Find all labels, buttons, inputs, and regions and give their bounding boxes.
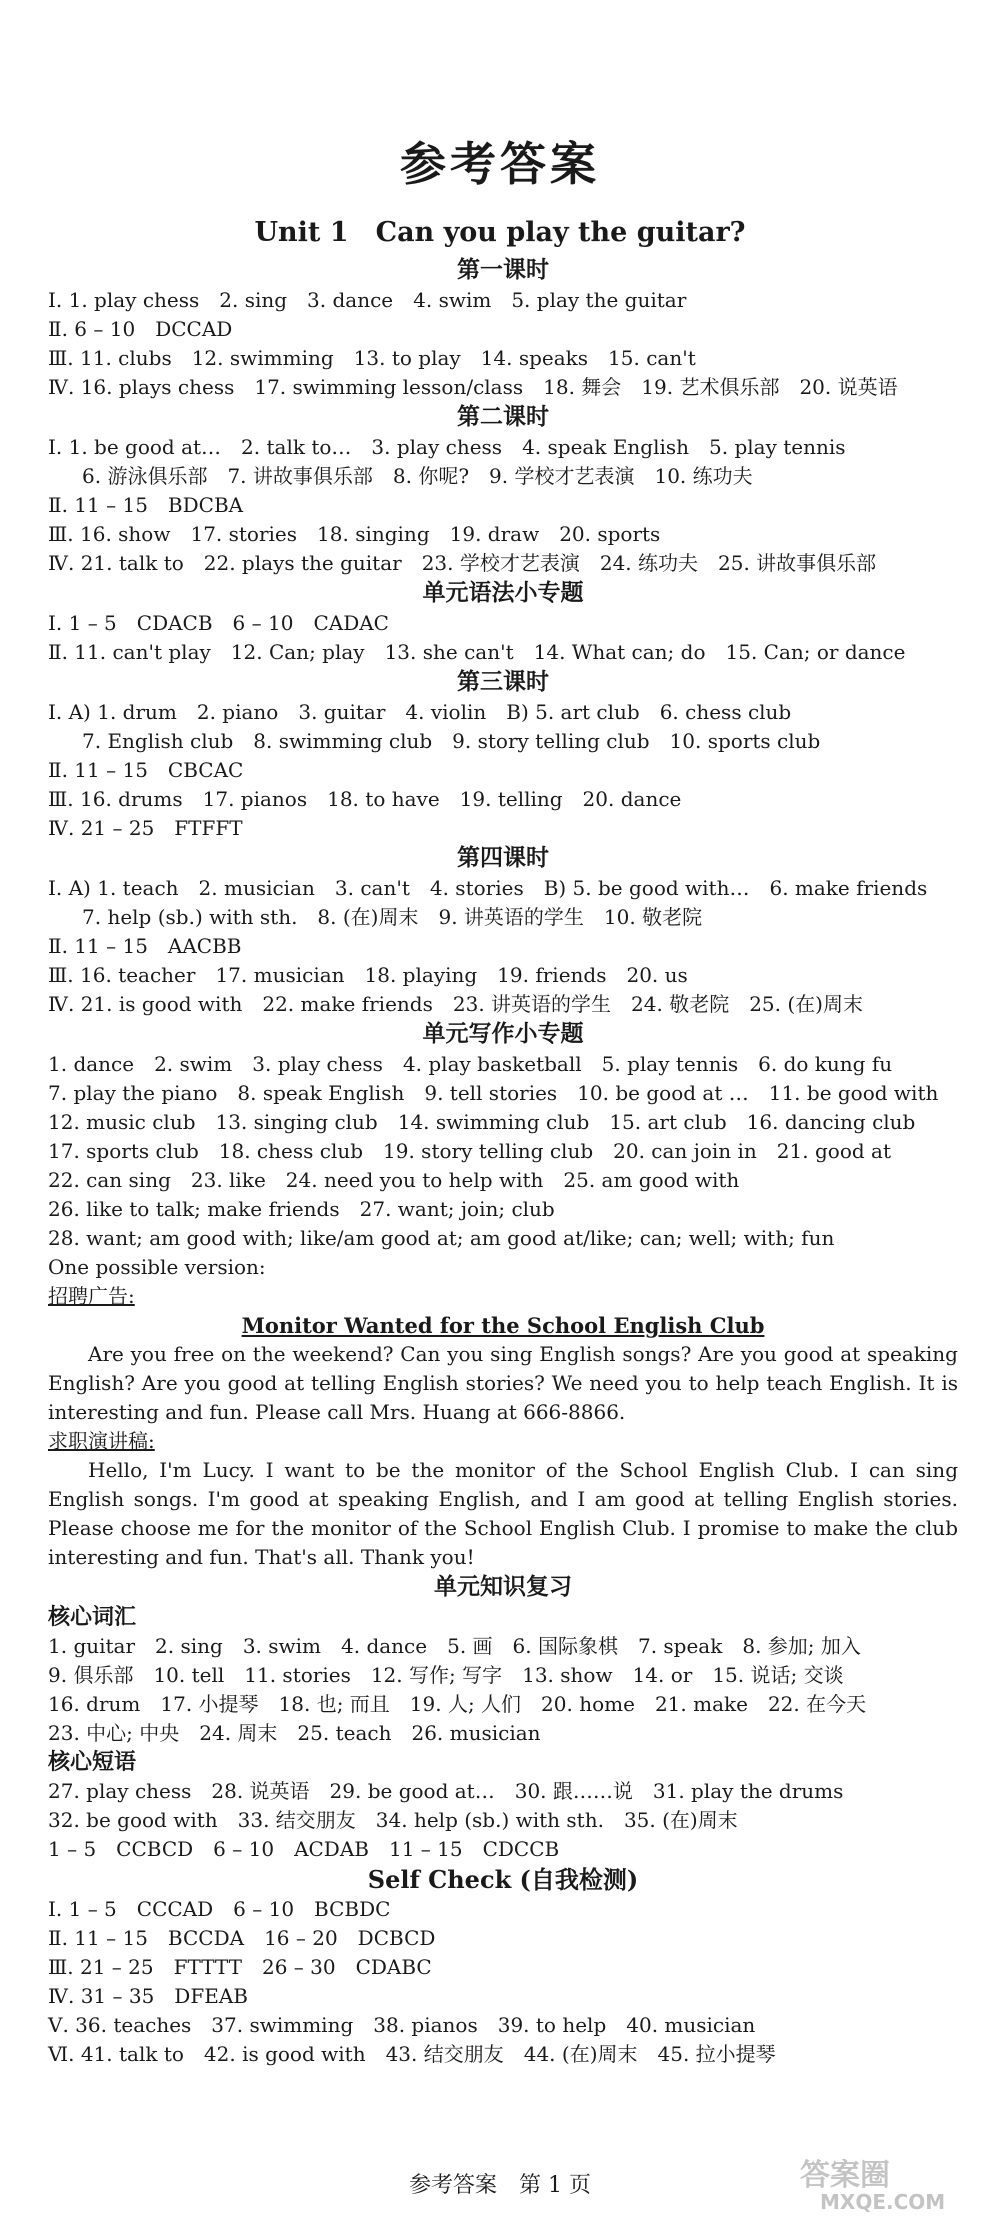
section-heading: 单元知识复习	[434, 1574, 572, 1600]
answers-block-2	[48, 1572, 958, 2069]
ad-label: 招聘广告:	[48, 1284, 135, 1308]
page-title: 参考答案	[400, 137, 600, 191]
answer-line: 28. want; am good with; like/am good at; am good at/like; can; well; with; fun	[48, 1226, 835, 1250]
answer-line: Ⅱ. 11 – 15 CBCAC	[48, 758, 244, 782]
answer-line: Ⅳ. 31 – 35 DFEAB	[48, 1984, 248, 2008]
section-heading: 单元语法小专题	[422, 580, 584, 606]
section-heading: 第三课时	[457, 669, 549, 695]
answer-line: Ⅰ. 1. play chess 2. sing 3. dance 4. swim 5. play the guitar	[48, 288, 687, 312]
answer-line: Ⅱ. 11. can't play 12. Can; play 13. she can't 14. What can; do 15. Can; or dance	[48, 640, 906, 664]
answer-line: Ⅰ. 1. be good at… 2. talk to… 3. play chess 4. speak English 5. play tennis	[48, 435, 846, 459]
answers-block-1	[48, 255, 958, 1340]
answer-line: Ⅴ. 36. teaches 37. swimming 38. pianos 39. to help 40. musician	[48, 2013, 756, 2037]
answer-line: 9. 俱乐部 10. tell 11. stories 12. 写作; 写字 13. show 14. or 15. 说话; 交谈	[48, 1663, 844, 1687]
section-heading: 第二课时	[457, 404, 549, 430]
answer-line: 7. English club 8. swimming club 9. story telling club 10. sports club	[82, 729, 821, 753]
answer-line: Ⅰ. A) 1. teach 2. musician 3. can't 4. stories B) 5. be good with… 6. make friends	[48, 876, 928, 900]
answer-line: Ⅰ. 1 – 5 CDACB 6 – 10 CADAC	[48, 611, 389, 635]
ad-title: Monitor Wanted for the School English Club	[241, 1313, 765, 1338]
answer-line: Ⅲ. 11. clubs 12. swimming 13. to play 14. speaks 15. can't	[48, 346, 696, 370]
answer-line: 32. be good with 33. 结交朋友 34. help (sb.) with sth. 35. (在)周末	[48, 1808, 738, 1832]
subsection-heading: 核心词汇	[48, 1605, 137, 1630]
answer-line: 22. can sing 23. like 24. need you to help with 25. am good with	[48, 1168, 740, 1192]
answer-line: 12. music club 13. singing club 14. swimming club 15. art club 16. dancing club	[48, 1110, 916, 1134]
answer-line: 7. play the piano 8. speak English 9. tell stories 10. be good at … 11. be good with	[48, 1081, 939, 1105]
answer-line: Ⅰ. 1 – 5 CCCAD 6 – 10 BCBDC	[48, 1897, 391, 1921]
speech-label: 求职演讲稿:	[48, 1429, 155, 1453]
subsection-heading: 核心短语	[48, 1750, 137, 1775]
answer-content	[48, 255, 958, 2069]
page-footer: 参考答案 第 1 页	[409, 2173, 591, 2198]
answer-line: 27. play chess 28. 说英语 29. be good at… 30. 跟……说 31. play the drums	[48, 1779, 844, 1803]
answer-line: Ⅱ. 11 – 15 AACBB	[48, 934, 242, 958]
recruit-ad-body: Are you free on the weekend? Can you sing English songs? Are you good at speaking English? Are you good at telling English stories? We need you to help teach English. It is interesting and fun. Please call Mrs. Huang at 666-8866.	[48, 1342, 958, 1424]
answer-line: 26. like to talk; make friends 27. want; join; club	[48, 1197, 555, 1221]
section-heading: Self Check (自我检测)	[367, 1865, 639, 1894]
unit-title: Unit 1 Can you play the guitar?	[254, 217, 746, 248]
answer-line: 6. 游泳俱乐部 7. 讲故事俱乐部 8. 你呢? 9. 学校才艺表演 10. 练功夫	[82, 464, 753, 488]
answer-line: Ⅲ. 21 – 25 FTTTT 26 – 30 CDABC	[48, 1955, 432, 1979]
section-heading: 第一课时	[457, 257, 549, 283]
answer-line: Ⅳ. 16. plays chess 17. swimming lesson/class 18. 舞会 19. 艺术俱乐部 20. 说英语	[48, 375, 898, 399]
answer-line: 1. dance 2. swim 3. play chess 4. play basketball 5. play tennis 6. do kung fu	[48, 1052, 893, 1076]
answer-line: Ⅳ. 21 – 25 FTFFT	[48, 816, 243, 840]
answer-line: Ⅲ. 16. show 17. stories 18. singing 19. draw 20. sports	[48, 522, 661, 546]
answer-line: Ⅱ. 11 – 15 BDCBA	[48, 493, 244, 517]
answer-line: Ⅰ. A) 1. drum 2. piano 3. guitar 4. violin B) 5. art club 6. chess club	[48, 700, 792, 724]
watermark-text: 答案圈	[800, 2158, 890, 2193]
watermark-logo	[780, 2150, 980, 2220]
answer-line: 7. help (sb.) with sth. 8. (在)周末 9. 讲英语的学生 10. 敬老院	[82, 905, 703, 929]
answer-line: 1 – 5 CCBCD 6 – 10 ACDAB 11 – 15 CDCCB	[48, 1837, 560, 1861]
answer-line: 17. sports club 18. chess club 19. story telling club 20. can join in 21. good at	[48, 1139, 891, 1163]
answer-line: Ⅱ. 6 – 10 DCCAD	[48, 317, 233, 341]
answer-line: Ⅲ. 16. teacher 17. musician 18. playing 19. friends 20. us	[48, 963, 688, 987]
speech-body: Hello, I'm Lucy. I want to be the monitor of the School English Club. I can sing English songs. I'm good at speaking English, and I am good at telling English stories. Please choose me for the monitor of the School English Club. I promise to make the club interesting and fun. That's all. Thank you!	[48, 1458, 958, 1569]
answer-line: Ⅳ. 21. is good with 22. make friends 23. 讲英语的学生 24. 敬老院 25. (在)周末	[48, 992, 863, 1016]
answer-line: 16. drum 17. 小提琴 18. 也; 而且 19. 人; 人们 20. home 21. make 22. 在今天	[48, 1692, 867, 1716]
answer-line: Ⅱ. 11 – 15 BCCDA 16 – 20 DCBCD	[48, 1926, 436, 1950]
section-heading: 单元写作小专题	[422, 1021, 584, 1047]
section-heading: 第四课时	[457, 845, 549, 871]
answer-line: Ⅵ. 41. talk to 42. is good with 43. 结交朋友 44. (在)周末 45. 拉小提琴	[48, 2042, 776, 2066]
speech-text	[48, 1456, 958, 1572]
answer-line: 23. 中心; 中央 24. 周末 25. teach 26. musician	[48, 1721, 541, 1745]
watermark-url: MXQE.COM	[820, 2190, 946, 2214]
recruit-ad-text	[48, 1340, 958, 1427]
answer-line: 1. guitar 2. sing 3. swim 4. dance 5. 画 6. 国际象棋 7. speak 8. 参加; 加入	[48, 1634, 861, 1658]
answer-line: One possible version:	[48, 1255, 266, 1279]
answer-line: Ⅳ. 21. talk to 22. plays the guitar 23. 学校才艺表演 24. 练功夫 25. 讲故事俱乐部	[48, 551, 877, 575]
answer-line: Ⅲ. 16. drums 17. pianos 18. to have 19. telling 20. dance	[48, 787, 682, 811]
